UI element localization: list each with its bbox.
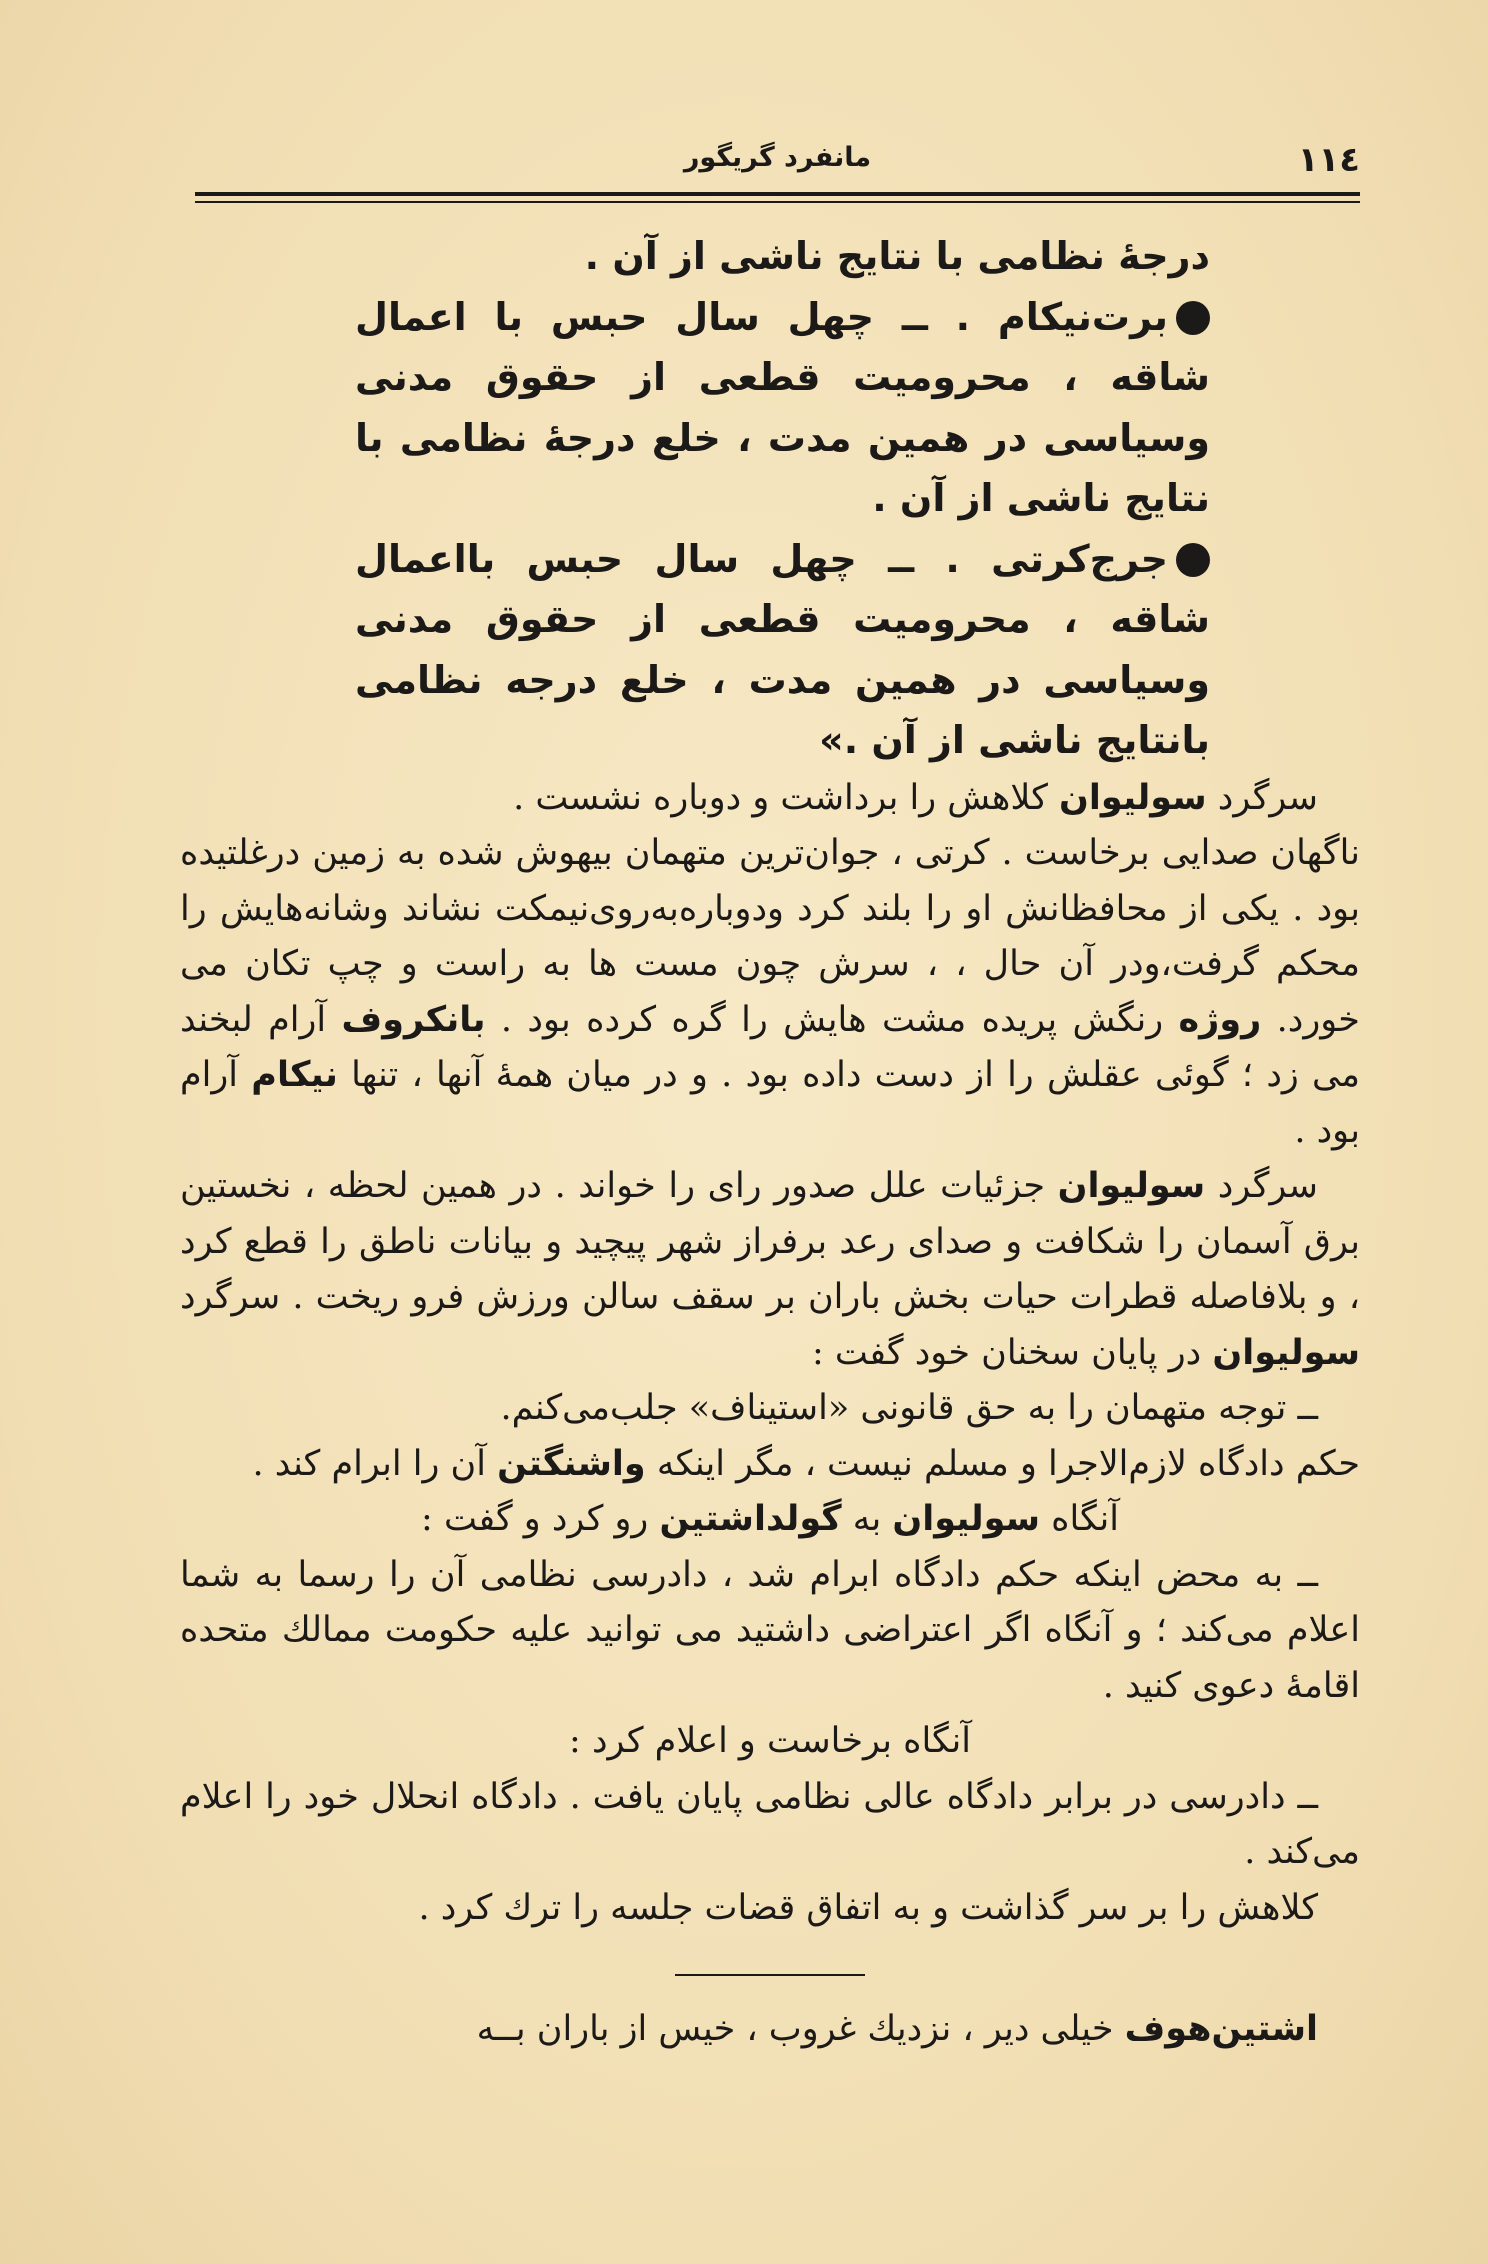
name-washington: واشنگتن [497,1443,646,1484]
text-run: رنگش پریده مشت هایش را گره کرده بود . [500,999,1164,1040]
name-bankrof: بانکروف [341,999,486,1040]
page-number: ١١٤ [1297,140,1360,180]
bullet-icon [1176,301,1210,335]
text-run: ناگهان صدایی برخاست . کرتی ، جوان‌ترین متهمان بیهوش شده به زمین درغلتیده بود . یکی از محافظانش او را بلند کرد ودوباره‌به‌روی‌نیمکت نشاند وشانه‌هایش را محکم گرفت،ودر آن حال ، ، سرش چون مست ها به راست و چپ تکان می خورد. [180,833,1360,1040]
sentence-nikam-text: برت‌نیکام . ــ چهل سال حبس با اعمال شاقه ، محرومیت قطعی از حقوق مدنی وسیاسی در همین مدت ، خلع درجۀ نظامی با نتایج ناشی از آن . [355,294,1210,520]
paragraph: آنگاه برخاست و اعلام کرد : [569,1721,971,1761]
text-run: به [852,1499,882,1539]
sentence-block [355,226,1210,771]
text-run: در پایان سخنان خود گفت : [811,1332,1202,1373]
paragraph [180,1437,1360,1493]
text-run: آرام لبخند می زد ؛ گوئی عقلش را از دست داده بود . و در میان همۀ آنها ، تنها [180,999,1360,1095]
paragraph [180,1159,1360,1381]
paragraph [180,2002,1360,2058]
sentence-nikam [355,287,1210,529]
text-run: کلاهش را برداشت و دوباره نشست . [513,777,1048,818]
text-run: سرگرد [1217,1166,1318,1206]
text-run: رو کرد و گفت : [421,1499,649,1539]
sentence-kerti [355,529,1210,771]
name-sullivan: سولیوان [1057,1166,1206,1206]
name-nikam: نیکام [251,1055,338,1095]
name-goldstein: گولداشتین [659,1499,842,1539]
bullet-icon [1176,543,1210,577]
paragraph: کلاهش را بر سر گذاشت و به اتفاق قضات جلسه را ترك کرد . [418,1887,1318,1928]
text-run: خیلی دیر ، نزدیك غروب ، خیس از باران بــه [476,2009,1114,2049]
name-steinhof: اشتین‌هوف [1124,2009,1318,2049]
text-run: جزئیات علل صدور رای را خواند . در همین لحظه ، نخستین برق آسمان را شکافت و صدای رعد برفراز شهر پیچید و بیانات ناطق را قطع کرد ، و بلافاصله قطرات حیات بخش باران بر سقف سالن ورزش فرو ریخت . سرگرد [180,1166,1360,1317]
header-rule-thick [195,192,1360,196]
paragraph [180,826,1360,1159]
sentence-kerti-text: جرج‌کرتی . ــ چهل سال حبس بااعمال شاقه ، محرومیت قطعی از حقوق مدنی وسیاسی در همین مدت ، خلع درجه نظامی بانتایج ناشی از آن .» [355,536,1210,762]
paragraph: ــ به محض اینکه حکم دادگاه ابرام شد ، دادرسی نظامی آن را رسما به شما اعلام می‌کند ؛ و آنگاه اگر اعتراضی داشتید می توانید علیه حکومت ممالك متحده اقامۀ دعوی کنید . [180,1554,1360,1706]
paragraph [180,771,1360,827]
header-rule-thin [195,201,1360,203]
running-title: مانفرد گریگور [683,142,872,173]
name-sullivan: سولیوان [1059,777,1207,818]
page-content [180,226,1360,2058]
name-sullivan: سولیوان [892,1499,1041,1539]
text-run: حکم دادگاه لازم‌الاجرا و مسلم نیست ، مگر اینکه [656,1443,1360,1484]
text-run: آن را ابرام کند . [252,1443,486,1484]
paragraph: ــ دادرسی در برابر دادگاه عالی نظامی پایان یافت . دادگاه انحلال خود را اعلام می‌کند . [180,1776,1360,1872]
name-rozhe: روژه [1178,999,1262,1040]
paragraph: ــ توجه متهمان را به حق قانونی «استیناف» جلب‌می‌کنم. [500,1388,1318,1428]
text-run: آرام بود . [180,1055,1360,1151]
paragraph [180,1492,1360,1548]
page-header [195,140,1360,190]
name-sullivan: سولیوان [1212,1332,1360,1373]
section-divider [675,1974,865,1976]
text-run: سرگرد [1217,777,1318,818]
sentence-continuation: درجۀ نظامی با نتایج ناشی از آن . [584,234,1210,278]
text-run: آنگاه [1051,1499,1119,1539]
